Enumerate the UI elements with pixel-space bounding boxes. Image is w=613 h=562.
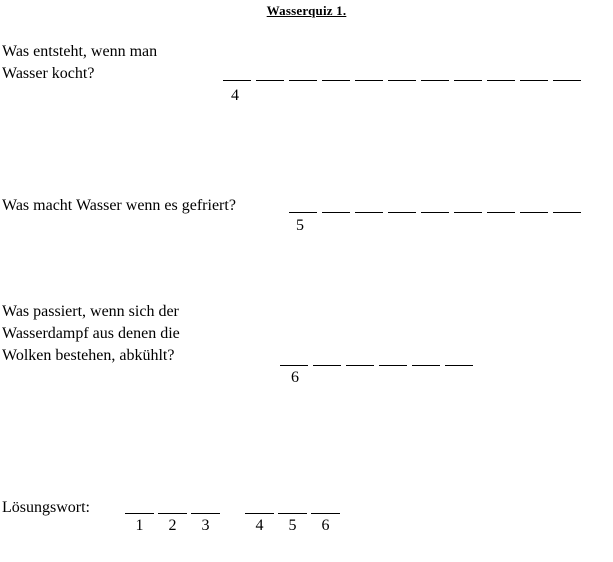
solution-slot-number: 6 xyxy=(321,517,330,534)
answer-blank[interactable] xyxy=(289,203,317,213)
question-3-text: Was passiert, wenn sich der Wasserdampf aus denen die Wolken bestehen, abkühlt? xyxy=(2,303,180,364)
answer-blank[interactable] xyxy=(313,356,341,366)
question-1-answer-blanks[interactable] xyxy=(223,71,586,81)
question-3-answer-blanks[interactable] xyxy=(280,356,478,366)
answer-blank[interactable] xyxy=(256,71,284,81)
answer-blank[interactable] xyxy=(322,71,350,81)
answer-blank[interactable] xyxy=(454,203,482,213)
answer-blank[interactable] xyxy=(322,203,350,213)
quiz-title: Wasserquiz 1. xyxy=(266,3,347,18)
answer-blank[interactable] xyxy=(379,356,407,366)
answer-blank[interactable] xyxy=(487,203,515,213)
answer-blank[interactable] xyxy=(388,203,416,213)
answer-blank[interactable] xyxy=(445,356,473,366)
answer-blank[interactable] xyxy=(280,356,308,366)
solution-label: Lösungswort: xyxy=(2,499,90,516)
answer-blank[interactable] xyxy=(520,71,548,81)
solution-group-1 xyxy=(123,504,222,535)
answer-blank[interactable] xyxy=(346,356,374,366)
answer-blank[interactable] xyxy=(355,71,383,81)
question-1-text: Was entsteht, wenn man Wasser kocht? xyxy=(2,43,158,82)
answer-blank[interactable] xyxy=(520,203,548,213)
solution-slot-number: 4 xyxy=(255,517,264,534)
answer-blank[interactable] xyxy=(355,203,383,213)
question-2-text: Was macht Wasser wenn es gefriert? xyxy=(2,197,236,214)
solution-slot[interactable] xyxy=(243,504,276,535)
solution-slot[interactable] xyxy=(189,504,222,535)
answer-blank[interactable] xyxy=(289,71,317,81)
solution-slot[interactable] xyxy=(123,504,156,535)
answer-blank[interactable] xyxy=(487,71,515,81)
solution-group-2 xyxy=(243,504,342,535)
solution-slot[interactable] xyxy=(276,504,309,535)
answer-blank[interactable] xyxy=(388,71,416,81)
answer-blank[interactable] xyxy=(421,71,449,81)
solution-slot[interactable] xyxy=(156,504,189,535)
solution-slot-number: 5 xyxy=(288,517,297,534)
answer-blank[interactable] xyxy=(223,71,251,81)
answer-blank[interactable] xyxy=(553,71,581,81)
solution-slot-number: 1 xyxy=(135,517,144,534)
answer-blank[interactable] xyxy=(421,203,449,213)
solution-slot-number: 3 xyxy=(201,517,210,534)
solution-slot-number: 2 xyxy=(168,517,177,534)
question-2-answer-blanks[interactable] xyxy=(289,203,586,213)
question-1-letter-number: 4 xyxy=(231,87,239,104)
solution-slot[interactable] xyxy=(309,504,342,535)
answer-blank[interactable] xyxy=(454,71,482,81)
question-2-letter-number: 5 xyxy=(296,217,304,234)
question-3-letter-number: 6 xyxy=(291,369,299,386)
answer-blank[interactable] xyxy=(553,203,581,213)
answer-blank[interactable] xyxy=(412,356,440,366)
